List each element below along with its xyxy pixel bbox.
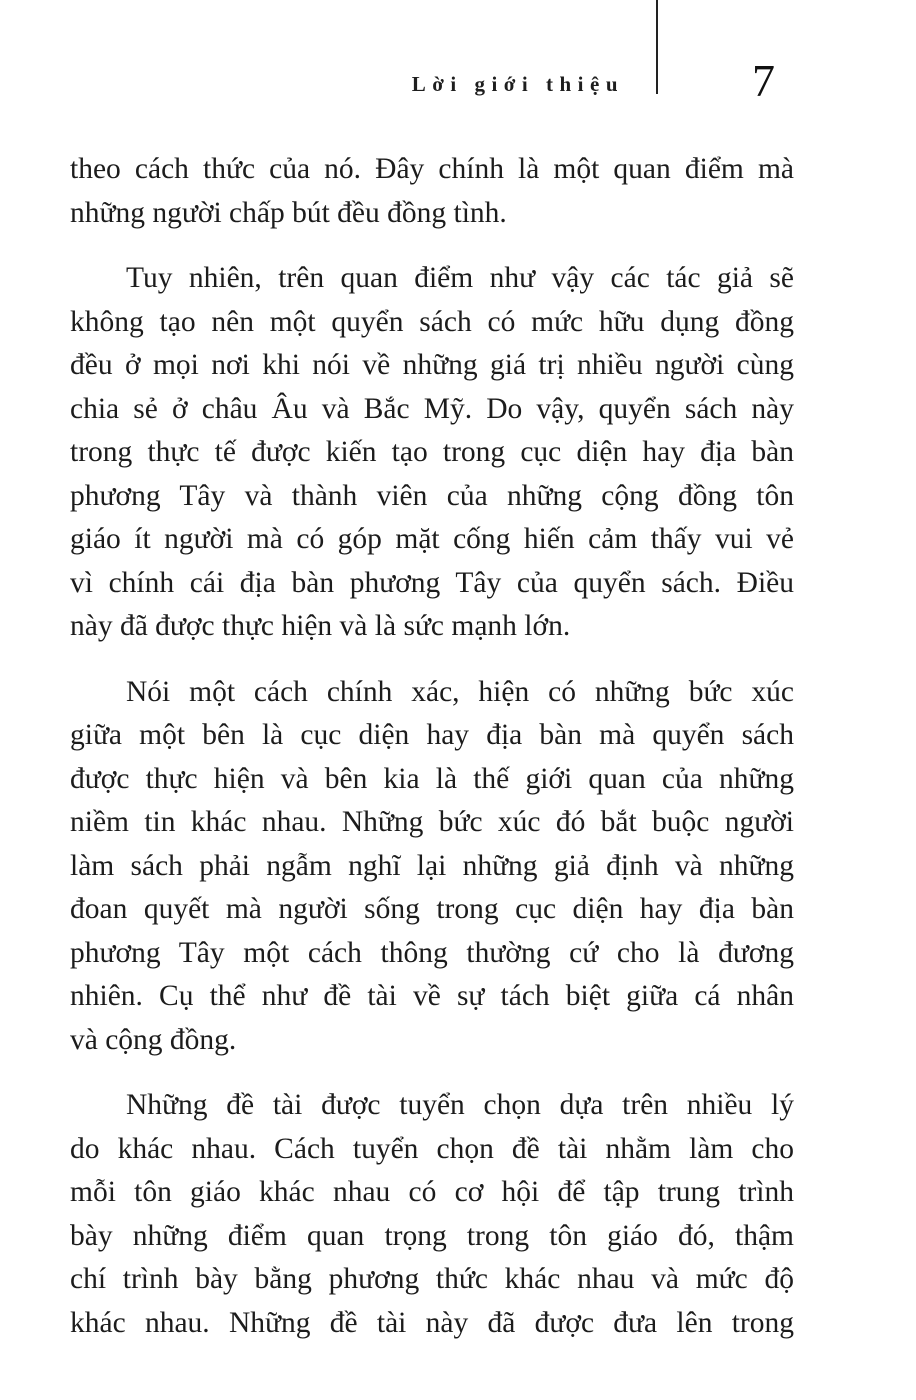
text-line: những người chấp bút đều đồng tình.	[70, 196, 507, 229]
header-divider	[656, 0, 658, 94]
text-line: phương Tây và thành viên của những cộng đồng tôn	[70, 479, 794, 512]
text-line: không tạo nên một quyển sách có mức hữu dụng đồng	[70, 305, 794, 338]
page-number: 7	[752, 55, 775, 106]
text-line: giữa một bên là cục diện hay địa bàn mà quyển sách	[70, 719, 794, 751]
text-line: chí trình bày bằng phương thức khác nhau và mức độ	[70, 1263, 794, 1295]
text-line: Nói một cách chính xác, hiện có những bức xúc	[126, 675, 794, 708]
paragraph	[70, 148, 794, 235]
text-line: được thực hiện và bên kia là thế giới quan của những	[70, 762, 794, 795]
text-line: chia sẻ ở châu Âu và Bắc Mỹ. Do vậy, quyển sách này	[70, 392, 794, 425]
paragraph	[70, 671, 794, 1063]
body-text	[70, 148, 794, 1345]
text-line: mỗi tôn giáo khác nhau có cơ hội để tập trung trình	[70, 1176, 794, 1208]
text-line: làm sách phải ngẫm nghĩ lại những giả định và những	[70, 849, 794, 882]
running-head-title: Lời giới thiệu	[411, 72, 624, 96]
text-line: nhiên. Cụ thể như đề tài về sự tách biệt giữa cá nhân	[70, 980, 794, 1012]
text-line: và cộng đồng.	[70, 1023, 237, 1056]
text-line: vì chính cái địa bàn phương Tây của quyển sách. Điều	[70, 566, 794, 599]
text-line: theo cách thức của nó. Đây chính là một quan điểm mà	[70, 153, 794, 185]
text-line: giáo ít người mà có góp mặt cống hiến cảm thấy vui vẻ	[70, 523, 794, 555]
text-line: do khác nhau. Cách tuyển chọn đề tài nhằm làm cho	[70, 1132, 794, 1165]
paragraph	[70, 1084, 794, 1345]
text-line: trong thực tế được kiến tạo trong cục diện hay địa bàn	[70, 436, 794, 468]
text-line: khác nhau. Những đề tài này đã được đưa lên trong	[70, 1306, 794, 1339]
text-line: Tuy nhiên, trên quan điểm như vậy các tác giả sẽ	[126, 262, 794, 294]
text-line: đoan quyết mà người sống trong cục diện hay địa bàn	[70, 893, 794, 925]
paragraph	[70, 257, 794, 649]
text-line: phương Tây một cách thông thường cứ cho là đương	[70, 936, 794, 969]
text-line: bày những điểm quan trọng trong tôn giáo đó, thậm	[70, 1219, 794, 1252]
text-line: Những đề tài được tuyển chọn dựa trên nhiều lý	[126, 1089, 794, 1121]
text-line: đều ở mọi nơi khi nói về những giá trị nhiều người cùng	[70, 349, 794, 381]
text-line: niềm tin khác nhau. Những bức xúc đó bắt buộc người	[70, 806, 794, 838]
text-line: này đã được thực hiện và là sức mạnh lớn.	[70, 610, 571, 642]
